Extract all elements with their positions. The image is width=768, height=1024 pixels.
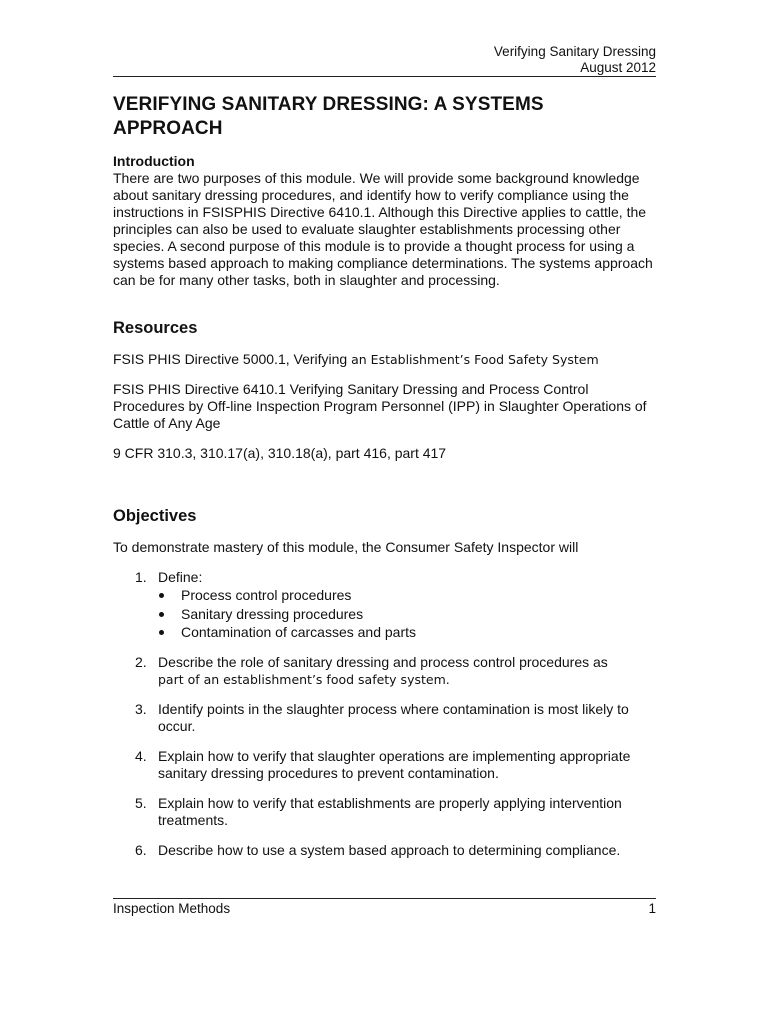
- resource-item: 9 CFR 310.3, 310.17(a), 310.18(a), part 416, part 417: [113, 445, 447, 461]
- objective-item: [113, 795, 656, 829]
- running-footer: [113, 901, 656, 917]
- introduction-text: There are two purposes of this module. We will provide some background knowledge about sanitary dressing procedures, and identify how to verify compliance using the instructions in FSISPHIS Directive 6410.1. Although this Directive applies to cattle, the principles can also be used to evaluate slaughter establishments processing other species. A second purpose of this module is to provide a thought process for using a systems based approach to making compliance determinations. The systems approach can be for many other tasks, both in slaughter and processing.: [113, 170, 653, 288]
- define-sublist: [158, 586, 656, 642]
- objective-text-alt: part of an establishment’s food safety system.: [158, 671, 450, 687]
- objective-number: 4.: [135, 747, 147, 764]
- objectives-heading: Objectives: [113, 507, 197, 525]
- objective-item: [113, 701, 656, 735]
- objective-item: [113, 748, 656, 782]
- objective-number: 2.: [135, 653, 147, 670]
- document-title: VERIFYING SANITARY DRESSING: A SYSTEMS APPROACH: [113, 94, 544, 139]
- define-subitem: [158, 605, 656, 624]
- resource-item-text: FSIS PHIS Directive 5000.1, Verifying: [113, 351, 352, 367]
- footer-rule: [113, 898, 656, 899]
- resources-heading: Resources: [113, 319, 198, 337]
- define-subitem-text: Process control procedures: [181, 587, 352, 603]
- introduction-heading: Introduction: [113, 153, 195, 169]
- page-number: 1: [648, 901, 656, 916]
- objectives-list: [113, 569, 656, 859]
- bullet-icon: [159, 612, 164, 617]
- objective-text: Describe the role of sanitary dressing and process control procedures as: [158, 653, 608, 670]
- objective-text: Define:: [158, 569, 203, 585]
- objective-number: 1.: [135, 569, 147, 585]
- bullet-icon: [159, 593, 164, 598]
- resource-item-text-alt: an Establishment’s Food Safety System: [351, 352, 599, 367]
- objective-number: 5.: [135, 794, 147, 811]
- objective-text: Describe how to use a system based approach to determining compliance.: [158, 841, 621, 858]
- objective-item: [113, 569, 656, 642]
- objective-item: [113, 842, 656, 859]
- define-subitem: [158, 623, 656, 642]
- objective-text: Identify points in the slaughter process where contamination is most likely to occur.: [158, 700, 629, 734]
- resource-item: FSIS PHIS Directive 6410.1 Verifying Sanitary Dressing and Process Control Procedures by Off-line Inspection Program Personnel (IPP) in Slaughter Operations of Cattle of Any Age: [113, 381, 647, 431]
- objective-number: 6.: [135, 841, 147, 858]
- objective-number: 3.: [135, 700, 147, 717]
- document-page: [113, 44, 656, 859]
- define-subitem: [158, 586, 656, 605]
- running-header: [113, 44, 656, 76]
- resource-item: [113, 351, 656, 368]
- header-rule: [113, 76, 656, 77]
- define-subitem-text: Contamination of carcasses and parts: [181, 624, 417, 640]
- objective-text: Explain how to verify that slaughter operations are implementing appropriate sanitary dressing procedures to prevent contamination.: [158, 747, 631, 781]
- bullet-icon: [159, 630, 164, 635]
- objective-text: Explain how to verify that establishments are properly applying intervention treatments.: [158, 794, 622, 828]
- objective-item: [113, 654, 656, 688]
- objectives-lead: To demonstrate mastery of this module, the Consumer Safety Inspector will: [113, 539, 579, 555]
- header-date: August 2012: [580, 60, 656, 75]
- footer-label: Inspection Methods: [113, 901, 231, 916]
- header-title: Verifying Sanitary Dressing: [493, 44, 656, 59]
- define-subitem-text: Sanitary dressing procedures: [181, 605, 364, 622]
